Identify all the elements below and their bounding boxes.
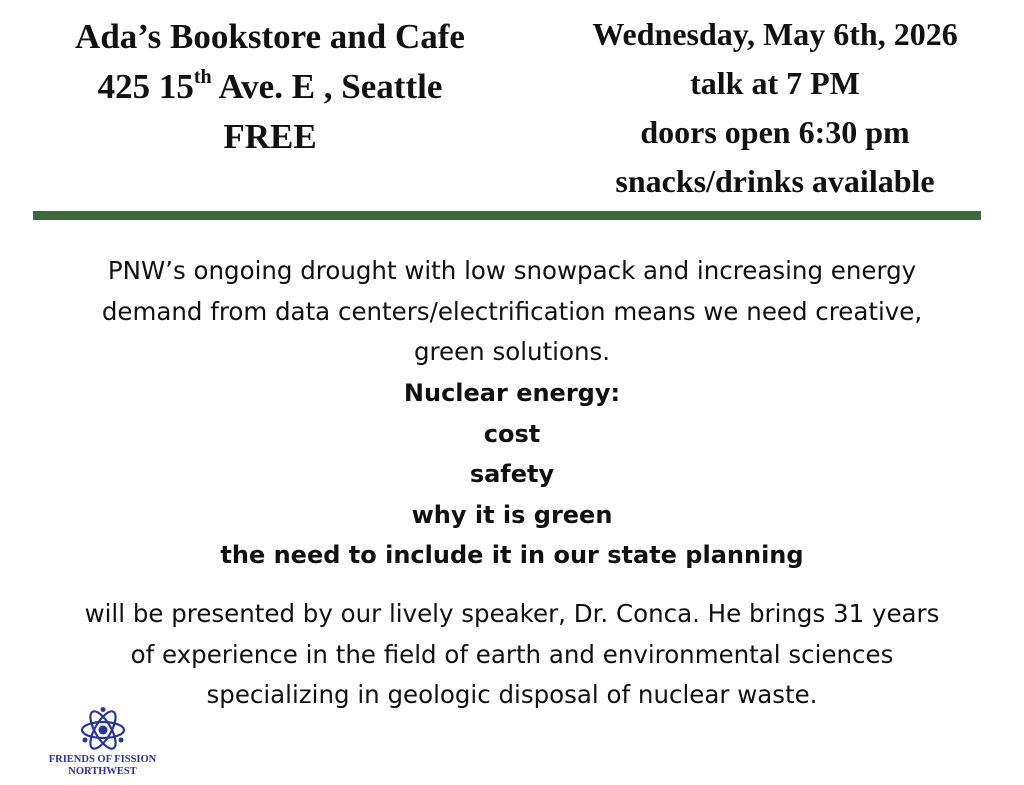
logo-text-line2: NORTHWEST (68, 766, 137, 777)
address-number: 425 15 (97, 67, 194, 106)
topic-item: safety (469, 460, 555, 488)
topic-item: the need to include it in our state planning (220, 541, 804, 569)
topic-item: cost (483, 419, 541, 448)
address-superscript: th (193, 66, 212, 89)
doors-time: doors open 6:30 pm (640, 114, 910, 150)
event-date: Wednesday, May 6th, 2026 (592, 16, 958, 52)
topics-list (20, 373, 1004, 576)
intro-line: green solutions. (413, 337, 611, 366)
topic-item: why it is green (411, 500, 613, 529)
intro-line: PNW’s ongoing drought with low snowpack and increasing energy (107, 256, 917, 285)
refreshments-note: snacks/drinks available (615, 163, 935, 199)
speaker-line: will be presented by our lively speaker, Dr. Conca. He brings 31 years (84, 599, 940, 628)
venue-name: Ada’s Bookstore and Cafe (75, 17, 465, 56)
venue-address (20, 62, 520, 112)
speaker-line: of experience in the field of earth and environmental sciences (130, 639, 894, 669)
talk-time: talk at 7 PM (690, 65, 860, 101)
logo-text-line1: FRIENDS OF FISSION (48, 754, 157, 765)
address-rest: Ave. E , Seattle (211, 67, 443, 106)
topics-heading: Nuclear energy: (403, 379, 621, 407)
friends-of-fission-logo (40, 706, 165, 785)
speaker-paragraph (10, 594, 1014, 716)
admission-price: FREE (223, 117, 317, 156)
divider-rule (33, 211, 981, 220)
schedule-block (530, 10, 1020, 206)
speaker-line: specializing in geologic disposal of nuclear waste. (206, 680, 818, 709)
intro-paragraph (20, 251, 1004, 373)
venue-block (20, 12, 520, 162)
atom-icon (79, 706, 127, 754)
intro-line: demand from data centers/electrification means we need creative, (101, 296, 923, 326)
